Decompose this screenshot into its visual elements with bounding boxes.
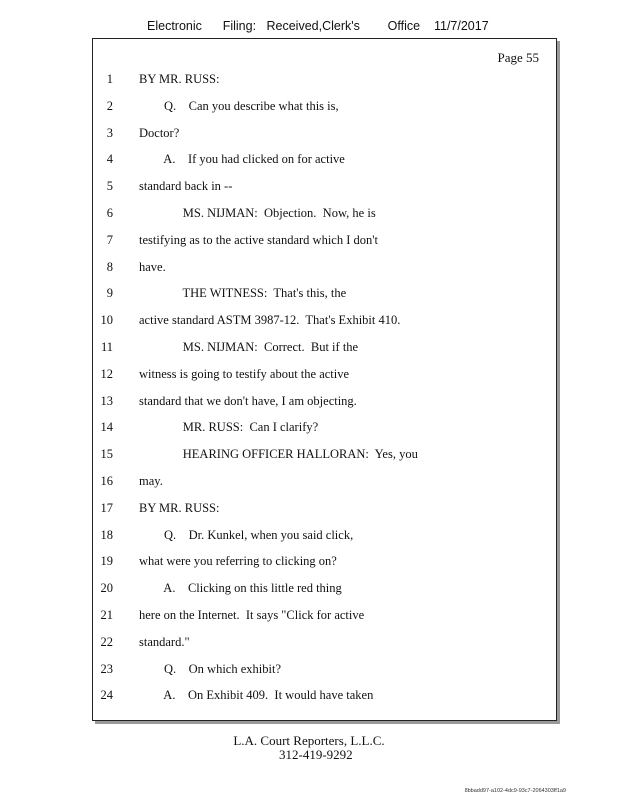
transcript-line [93, 149, 553, 169]
line-text: have. [139, 259, 166, 274]
transcript-line [93, 632, 553, 652]
line-text: THE WITNESS: That's this, the [139, 286, 347, 301]
line-text: what were you referring to clicking on? [139, 554, 337, 569]
line-number: 13 [100, 393, 113, 408]
line-text: MS. NIJMAN: Correct. But if the [139, 340, 359, 354]
line-text: active standard ASTM 3987-12. That's Exhibit 410. [139, 313, 401, 328]
transcript-page [92, 38, 557, 721]
line-text: A. Clicking on this little red thing [139, 581, 342, 596]
line-text: MS. NIJMAN: Objection. Now, he is [139, 206, 376, 220]
transcript-line [93, 69, 553, 89]
transcript-line [93, 96, 553, 116]
line-number: 3 [106, 125, 113, 140]
transcript-line [93, 659, 553, 679]
line-number: 2 [106, 98, 113, 113]
line-text: here on the Internet. It says "Click for active [139, 608, 365, 622]
line-number: 8 [106, 259, 113, 274]
line-number: 9 [106, 286, 113, 301]
line-number: 15 [100, 447, 113, 462]
line-number: 14 [100, 420, 113, 435]
transcript-line [93, 605, 553, 625]
line-number: 5 [106, 179, 113, 194]
transcript-line [93, 230, 553, 250]
line-number: 11 [100, 340, 113, 354]
line-text: Doctor? [139, 125, 180, 140]
line-number: 20 [100, 581, 113, 596]
transcript-line [93, 578, 553, 598]
line-number: 4 [106, 152, 113, 167]
transcript-line [93, 310, 553, 330]
line-text: testifying as to the active standard which I don't [139, 232, 378, 247]
page-number: Page 55 [497, 50, 539, 65]
transcript-line [93, 364, 553, 384]
line-text: witness is going to testify about the active [139, 366, 350, 381]
transcript-line [93, 471, 553, 491]
line-text: standard back in -- [139, 179, 233, 194]
transcript-line [93, 123, 553, 143]
line-text: Q. On which exhibit? [139, 661, 281, 676]
transcript-line [93, 444, 553, 464]
line-text: Q. Can you describe what this is, [139, 98, 339, 113]
line-number: 18 [100, 527, 113, 542]
line-number: 10 [100, 313, 113, 328]
line-number: 16 [100, 474, 113, 488]
reporter-company: L.A. Court Reporters, L.L.C. [233, 733, 385, 748]
line-text: HEARING OFFICER HALLORAN: Yes, you [139, 447, 418, 462]
line-text: Q. Dr. Kunkel, when you said click, [139, 527, 354, 542]
line-number: 22 [100, 634, 113, 649]
line-text: A. On Exhibit 409. It would have taken [139, 688, 374, 703]
transcript-line [93, 337, 553, 357]
line-number: 17 [100, 500, 113, 515]
line-text: BY MR. RUSS: [139, 72, 220, 86]
transcript-line [93, 525, 553, 545]
reporter-phone: 312-419-9292 [279, 747, 353, 762]
transcript-line [93, 551, 553, 571]
line-number: 6 [106, 206, 113, 220]
line-number: 23 [100, 661, 113, 676]
transcript-line [93, 391, 553, 411]
transcript-line [93, 176, 553, 196]
filing-stamp: Electronic Filing: Received,Clerk's Office 11/7/2017 [147, 19, 489, 33]
transcript-line [93, 685, 553, 705]
line-text: A. If you had clicked on for active [139, 152, 345, 167]
line-text: standard that we don't have, I am objecting. [139, 393, 357, 408]
line-number: 12 [100, 366, 113, 381]
transcript-line [93, 283, 553, 303]
line-text: may. [139, 474, 163, 488]
line-number: 1 [106, 72, 113, 86]
line-text: standard." [139, 634, 190, 649]
document-hash: 8bbadd97-a102-4dc9-93c7-2064303ff1a9 [464, 788, 566, 794]
transcript-line [93, 257, 553, 277]
line-number: 21 [100, 608, 113, 622]
transcript-line [93, 498, 553, 518]
line-number: 7 [106, 232, 113, 247]
line-text: MR. RUSS: Can I clarify? [139, 420, 319, 435]
line-number: 24 [100, 688, 113, 703]
transcript-line [93, 417, 553, 437]
line-text: BY MR. RUSS: [139, 500, 220, 515]
line-number: 19 [100, 554, 113, 569]
transcript-line [93, 203, 553, 223]
